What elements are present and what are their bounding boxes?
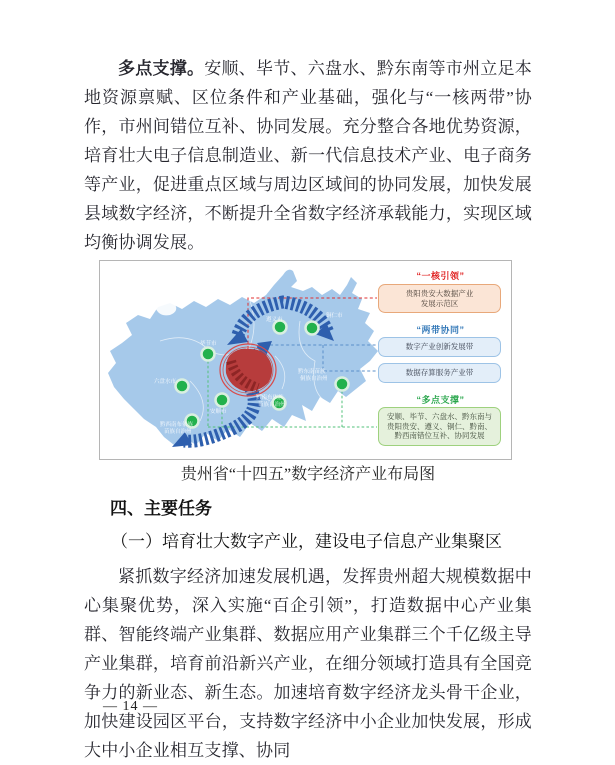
legend-belt2-box: 数据存算服务产业带 <box>378 363 501 383</box>
map-label-qianxinan-1: 黔西南布依族 <box>160 422 194 428</box>
lead-phrase: 多点支撑。 <box>118 59 205 78</box>
legend-points-line2: 贵阳贵安、遵义、铜仁、黔南、 <box>387 421 492 431</box>
map-inner-notch <box>156 298 176 315</box>
text-column <box>84 0 532 765</box>
legend-core-box <box>378 284 501 313</box>
map-label-anshun: 安顺市 <box>210 409 227 415</box>
city-dot <box>202 348 215 361</box>
figure-caption: 贵州省“十四五”数字经济产业布局图 <box>180 466 436 483</box>
city-dot <box>176 380 189 393</box>
map-label-qiannan-2: 苗族自治州 <box>258 402 286 408</box>
legend-core-title: “一核引领” <box>416 271 465 281</box>
map-label-qiandongnan-1: 黔东南苗族 <box>298 369 326 375</box>
map-label-tongren: 铜仁市 <box>326 313 343 319</box>
legend-points-line3: 黔西南错位互补、协同发展 <box>394 431 485 440</box>
legend-belts-title: “两带协同” <box>416 325 465 335</box>
body-paragraph-2 <box>84 562 532 765</box>
city-dot <box>336 378 349 391</box>
city-dot <box>216 394 229 407</box>
page-number: — 14 — <box>103 699 158 714</box>
paragraph-2-text: 紧抓数字经济加速发展机遇，发挥贵州超大规模数据中心集聚优势，深入实施“百企引领”，打造数据中心产业集群、智能终端产业集群、数据应用产业集群三个千亿级主导产业集群，培育前沿新兴产业，在细分领域打造具有全国竞争力的新业态、新生态。加速培育数字经济龙头骨干企业，加快建设园区平台，支持数字经济中小企业加快发展，形成大中小企业相互支撑、协同 <box>84 567 532 760</box>
map-label-liupanshui: 六盘水市 <box>154 379 177 385</box>
body-paragraph-1 <box>84 54 532 257</box>
city-dot <box>306 322 319 335</box>
legend-points-box <box>378 407 501 446</box>
map-label-zunyi: 遵义市 <box>266 317 283 323</box>
legend-core-line1: 贵阳贵安大数据产业 <box>405 289 474 298</box>
legend-points-line1: 安顺、毕节、六盘水、黔东南与 <box>387 412 492 421</box>
paragraph-1-text: 安顺、毕节、六盘水、黔东南等市州立足本地资源禀赋、区位条件和产业基础，强化与“一核两带”协作，市州间错位互补、协同发展。充分整合各地优势资源，培育壮大电子信息制造业、新一代信息技术产业、电子商务等产业，促进重点区域与周边区域间的协同发展，加快发展县域数字经济，不断提升全省数字经济承载能力，实现区域均衡协调发展。 <box>84 59 532 252</box>
section-heading: 四、主要任务 <box>110 499 212 518</box>
map-label-bijie: 毕节市 <box>200 341 217 347</box>
subsection-heading: （一）培育壮大数字产业，建设电子信息产业集聚区 <box>111 532 502 551</box>
map-label-qiandongnan-2: 侗族自治州 <box>300 376 328 382</box>
legend-points-title: “多点支撑” <box>416 395 465 405</box>
map-label-qiannan-1: 黔南布依族 <box>256 395 284 401</box>
legend-belt1-box: 数字产业创新发展带 <box>378 337 501 357</box>
figure-map-diagram <box>99 260 512 460</box>
legend-core-line2: 发展示范区 <box>420 298 459 308</box>
map-label-qianxinan-2: 苗族自治州 <box>164 429 192 435</box>
